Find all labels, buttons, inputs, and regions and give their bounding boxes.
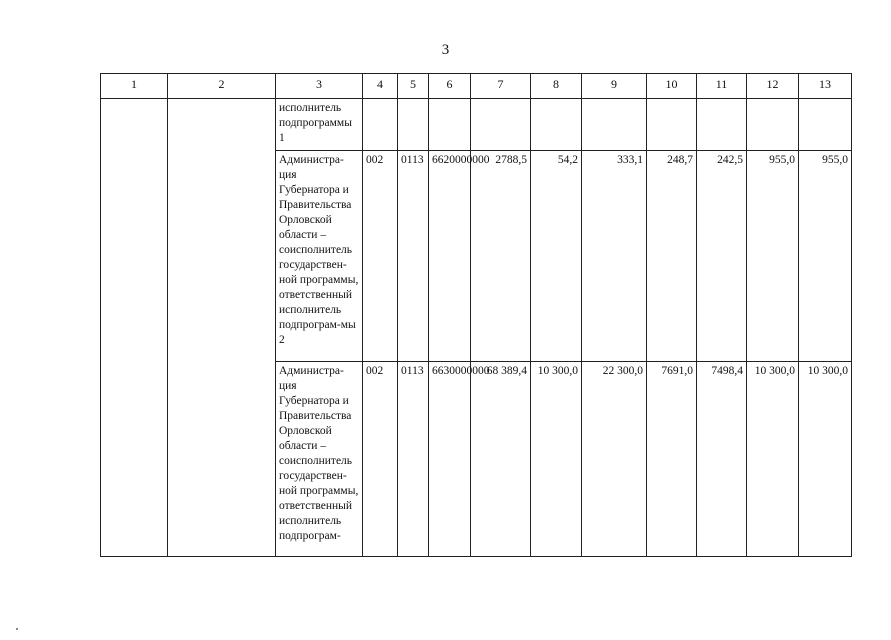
column-header-4: 4 [363, 74, 398, 99]
cell-value-11: 7498,4 [697, 362, 747, 557]
cell-target-article: 6630000000 [429, 362, 471, 557]
cell-value-9 [582, 99, 647, 151]
cell-value-12: 955,0 [747, 151, 799, 362]
cell-value-11 [697, 99, 747, 151]
cell-value-8: 10 300,0 [531, 362, 582, 557]
cell-value-13: 955,0 [799, 151, 852, 362]
cell-value-12: 10 300,0 [747, 362, 799, 557]
header-row [101, 74, 852, 99]
page-number: 3 [441, 42, 450, 58]
cell-section: 0113 [398, 362, 429, 557]
cell-total [471, 99, 531, 151]
column-header-3: 3 [276, 74, 363, 99]
column-header-11: 11 [697, 74, 747, 99]
cell-section: 0113 [398, 151, 429, 362]
scan-speck [16, 628, 18, 630]
column-header-12: 12 [747, 74, 799, 99]
cell-target-article [429, 99, 471, 151]
cell-total: 68 389,4 [471, 362, 531, 557]
column-header-10: 10 [647, 74, 697, 99]
cell-total: 2788,5 [471, 151, 531, 362]
cell-target-article: 6620000000 [429, 151, 471, 362]
cell-value-8 [531, 99, 582, 151]
executor-cell: Администра-ция Губернатора и Правительства Орловской области – соисполнитель государствен-ной программы, ответственный исполнитель подпрограм- [276, 362, 363, 557]
cell-value-13: 10 300,0 [799, 362, 852, 557]
column-header-9: 9 [582, 74, 647, 99]
cell-grbs [363, 99, 398, 151]
cell-value-10: 7691,0 [647, 362, 697, 557]
cell-value-9: 333,1 [582, 151, 647, 362]
executor-cell: Администра-ция Губернатора и Правительства Орловской области – соисполнитель государствен-ной программы, ответственный исполнитель подпрограм-мы 2 [276, 151, 363, 362]
column-header-7: 7 [471, 74, 531, 99]
cell-value-12 [747, 99, 799, 151]
cell-grbs: 002 [363, 151, 398, 362]
column-header-2: 2 [168, 74, 276, 99]
executor-cell: исполнитель подпрограммы 1 [276, 99, 363, 151]
budget-table [100, 73, 852, 557]
cell-section [398, 99, 429, 151]
cell-value-9: 22 300,0 [582, 362, 647, 557]
cell-value-10: 248,7 [647, 151, 697, 362]
cell-col1-empty [101, 99, 168, 557]
cell-value-11: 242,5 [697, 151, 747, 362]
cell-value-13 [799, 99, 852, 151]
column-header-5: 5 [398, 74, 429, 99]
column-header-13: 13 [799, 74, 852, 99]
table-row [101, 99, 852, 151]
column-header-1: 1 [101, 74, 168, 99]
cell-col2-empty [168, 99, 276, 557]
cell-value-10 [647, 99, 697, 151]
cell-grbs: 002 [363, 362, 398, 557]
column-header-8: 8 [531, 74, 582, 99]
column-header-6: 6 [429, 74, 471, 99]
cell-value-8: 54,2 [531, 151, 582, 362]
